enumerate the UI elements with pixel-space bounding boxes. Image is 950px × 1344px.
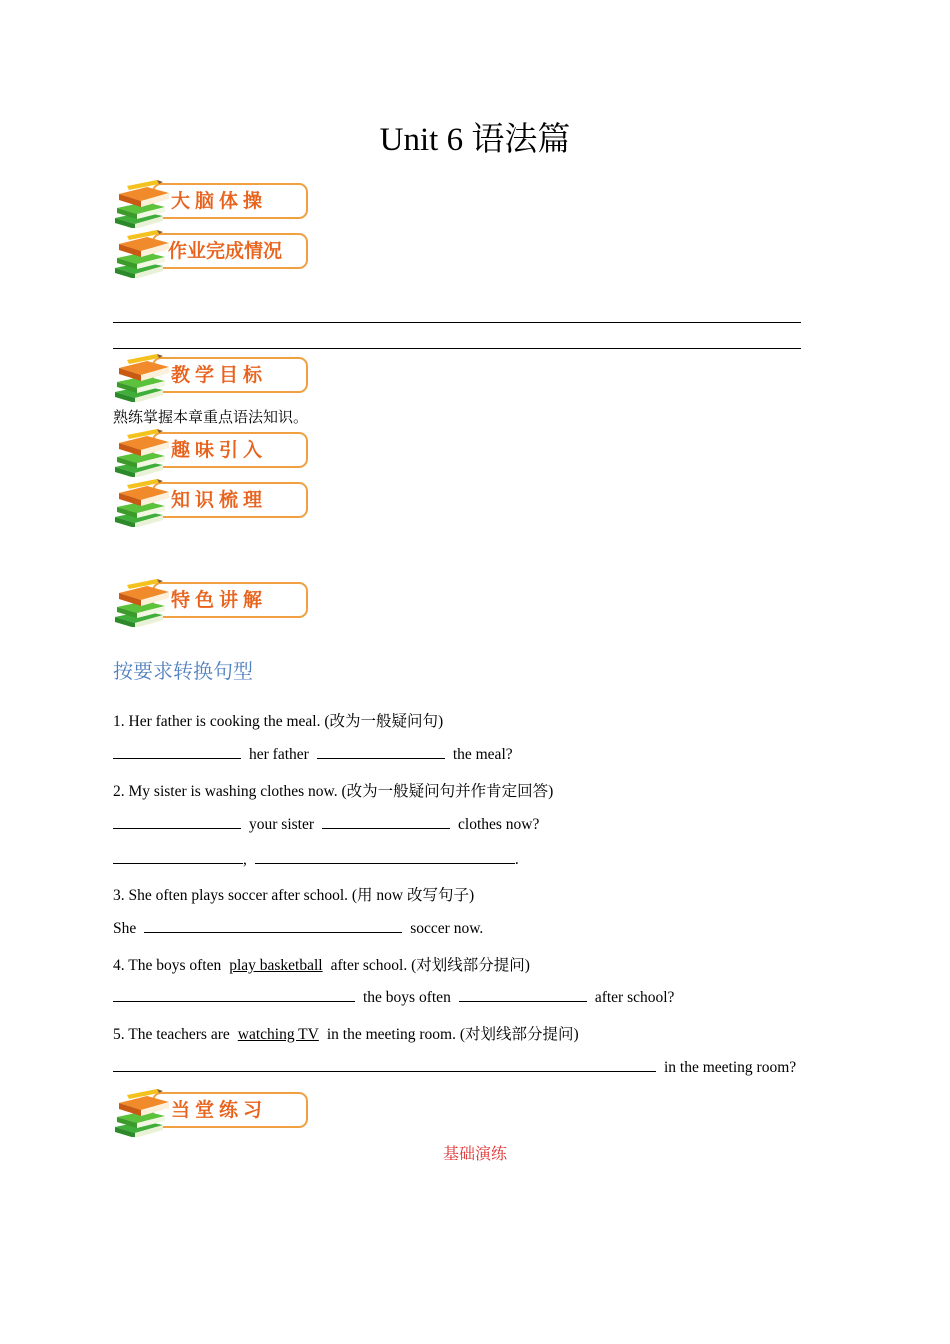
section-badge-goal xyxy=(113,352,313,402)
question-2-answer xyxy=(113,814,539,834)
word: after school? xyxy=(594,989,675,1006)
section-badge-brain xyxy=(113,178,313,228)
question-1-prompt: 1. Her father is cooking the meal. (改为一般疑问句) xyxy=(113,713,444,730)
answer-line xyxy=(113,348,801,349)
subheading: 基础演练 xyxy=(442,1144,507,1163)
section-badge-homework xyxy=(113,228,313,278)
blank[interactable] xyxy=(113,1057,656,1072)
question-2-prompt: 2. My sister is washing clothes now. (改为一般疑问句并作肯定回答) xyxy=(113,783,554,800)
word: her father xyxy=(249,746,309,763)
word: in the meeting room? xyxy=(664,1059,797,1076)
prompt-text: 4. The boys often xyxy=(113,957,222,974)
prompt-text: after school. (对划线部分提问) xyxy=(330,957,530,974)
word: clothes now? xyxy=(458,816,540,833)
section-badge-intro xyxy=(113,427,313,477)
question-3-prompt: 3. She often plays soccer after school. (用 now 改写句子) xyxy=(113,887,475,904)
prompt-text: in the meeting room. (对划线部分提问) xyxy=(326,1026,579,1043)
blank[interactable] xyxy=(459,987,587,1002)
comma: , xyxy=(243,851,247,868)
blank[interactable] xyxy=(113,744,241,759)
period: . xyxy=(514,851,519,868)
section-badge-knowledge xyxy=(113,477,313,527)
prompt-text: 5. The teachers are xyxy=(113,1026,230,1043)
underlined-phrase: watching TV xyxy=(237,1026,319,1043)
badge-label: 教学目标 xyxy=(171,364,268,386)
question-5-prompt xyxy=(113,1022,579,1044)
badge-label: 当堂练习 xyxy=(171,1099,268,1121)
question-3-answer xyxy=(113,918,483,938)
word: She xyxy=(113,920,137,937)
blank[interactable] xyxy=(255,849,515,864)
blank[interactable] xyxy=(322,814,450,829)
word: your sister xyxy=(249,816,315,833)
question-4-answer xyxy=(113,987,674,1007)
blank[interactable] xyxy=(113,814,241,829)
word: soccer now. xyxy=(410,920,484,937)
answer-line xyxy=(113,322,801,323)
badge-label: 作业完成情况 xyxy=(168,240,283,262)
section-badge-feature xyxy=(113,577,313,627)
question-1-answer xyxy=(113,744,513,764)
badge-label: 知识梳理 xyxy=(171,489,268,511)
badge-label: 特色讲解 xyxy=(171,589,268,611)
word: the boys often xyxy=(363,989,451,1006)
goal-text: 熟练掌握本章重点语法知识。 xyxy=(113,408,309,426)
page-title: Unit 6 语法篇 xyxy=(379,122,571,158)
badge-label: 大脑体操 xyxy=(171,190,268,212)
question-2-short-answer xyxy=(113,849,519,869)
blank[interactable] xyxy=(113,987,355,1002)
underlined-phrase: play basketball xyxy=(229,957,323,974)
question-5-answer xyxy=(113,1057,796,1077)
blank[interactable] xyxy=(144,918,402,933)
blank[interactable] xyxy=(113,849,243,864)
blank[interactable] xyxy=(317,744,445,759)
word: the meal? xyxy=(452,746,513,763)
section-heading: 按要求转换句型 xyxy=(113,659,253,683)
badge-label: 趣味引入 xyxy=(171,439,268,461)
section-badge-practice xyxy=(113,1087,313,1137)
question-4-prompt xyxy=(113,953,530,975)
